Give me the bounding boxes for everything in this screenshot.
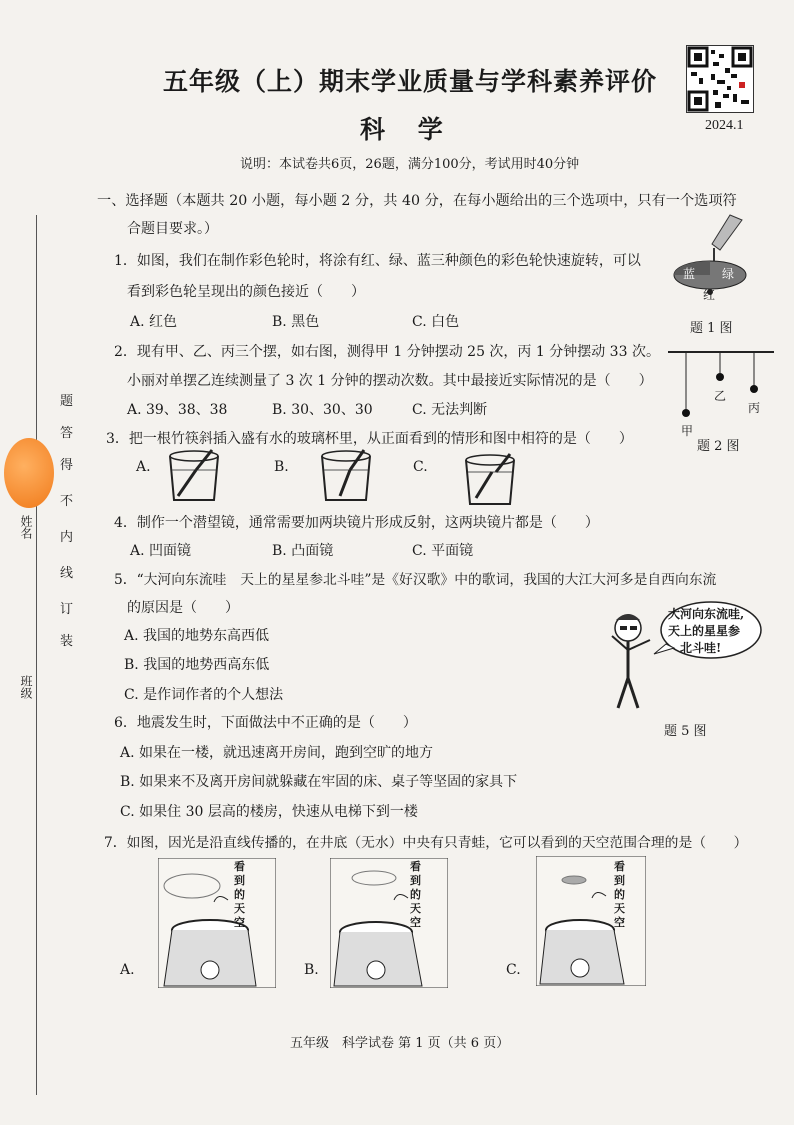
pendulum-label-jia: 甲 [681,424,694,438]
section-heading: 一、选择题（本题共 20 小题，每小题 2 分，共 40 分，在每小题给出的三个选项中，只有一个选项符 [97,193,737,209]
sky-label-b: 看到的天空 [410,860,421,929]
bubble-line-1: 大河向东流哇, [668,607,745,621]
page-footer: 五年级 科学试卷 第 1 页（共 6 页） [290,1036,510,1051]
well-figure-a [158,858,276,988]
seal-char: 得 [60,458,74,473]
seal-char: 订 [60,602,74,617]
q3-option-b: B. [274,459,289,475]
q2-option-c: C. 无法判断 [412,402,488,418]
q6-option-b: B. 如果来不及离开房间就躲藏在牢固的床、桌子等坚固的家具下 [120,774,518,790]
figure1-caption: 题 1 图 [690,321,733,336]
name-label: 姓名 [19,515,33,539]
q5-stem-cont: 的原因是（ ） [127,600,239,616]
exam-title: 五年级（上）期末学业质量与学科素养评价 [162,67,657,96]
q1-stem-cont: 看到彩色轮呈现出的颜色接近（ ） [127,284,365,300]
seal-line [36,215,37,1095]
q5-option-a: A. 我国的地势东高西低 [124,628,270,644]
q5-option-b: B. 我国的地势西高东低 [124,657,270,673]
q3-option-a: A. [136,459,151,475]
binding-strip [14,215,74,1095]
q1-stem: 1．如图，我们在制作彩色轮时，将涂有红、绿、蓝三种颜色的彩色轮快速旋转，可以 [114,253,641,269]
section-heading-cont: 合题目要求。） [127,221,218,237]
q5-stem: 5．“大河向东流哇 天上的星星参北斗哇”是《好汉歌》中的歌词，我国的大江大河多是自西向东流 [114,572,717,588]
q7-stem: 7．如图，因光是沿直线传播的，在井底（无水）中央有只青蛙，它可以看到的天空范围合理的是（ ） [104,835,748,851]
q6-option-c: C. 如果住 30 层高的楼房，快速从电梯下到一楼 [120,804,418,820]
bubble-line-2: 天上的星星参 [668,624,741,638]
q7-option-c: C. [506,962,521,978]
q2-option-a: A. 39、38、38 [127,402,228,418]
exam-date: 2024.1 [705,118,744,133]
figure2-caption: 题 2 图 [697,439,740,454]
q4-option-c: C. 平面镜 [412,543,474,559]
q1-option-b: B. 黑色 [272,314,320,330]
q5-option-c: C. 是作词作者的个人想法 [124,687,284,703]
q6-stem: 6．地震发生时，下面做法中不正确的是（ ） [114,715,417,731]
wheel-label-red: 红 [703,288,716,302]
q3-stem: 3．把一根竹筷斜插入盛有水的玻璃杯里，从正面看到的情形和图中相符的是（ ） [106,431,633,447]
q4-option-b: B. 凸面镜 [272,543,334,559]
sky-label-c: 看到的天空 [614,860,625,929]
sky-label-a: 看到的天空 [234,860,245,929]
subject-title: 科 学 [360,115,455,144]
bubble-line-3: 北斗哇! [680,641,722,655]
seal-char: 答 [60,426,74,441]
q4-stem: 4．制作一个潜望镜，通常需要加两块镜片形成反射，这两块镜片都是（ ） [114,515,599,531]
q1-option-a: A. 红色 [130,314,178,330]
q4-option-a: A. 凹面镜 [130,543,192,559]
q7-option-b: B. [304,962,319,978]
q2-option-b: B. 30、30、30 [272,402,373,418]
seal-char: 不 [60,494,74,509]
class-label: 班级 [19,675,33,699]
well-figure-b [330,858,448,988]
seal-char: 装 [60,634,74,649]
glass-figure-b [318,448,374,504]
glass-figure-c [462,452,518,508]
qr-code [686,45,754,113]
q1-option-c: C. 白色 [412,314,460,330]
wheel-label-blue: 蓝 [683,267,696,281]
wheel-label-green: 绿 [722,267,735,281]
exam-note: 说明：本试卷共6页，26题，满分100分，考试用时40分钟 [240,157,580,172]
q6-option-a: A. 如果在一楼，就迅速离开房间，跑到空旷的地方 [120,745,434,761]
q7-option-a: A. [120,962,135,978]
orange-sticker [4,438,54,508]
q2-stem: 2．现有甲、乙、丙三个摆，如右图，测得甲 1 分钟摆动 25 次，丙 1 分钟摆动 33 次。 [114,344,660,360]
pendulum-label-bing: 丙 [748,401,761,415]
q2-stem-cont: 小丽对单摆乙连续测量了 3 次 1 分钟的摆动次数。其中最接近实际情况的是（ ） [127,373,653,389]
qr-code-graphic [687,46,753,112]
q3-option-c: C. [413,459,428,475]
glass-figure-a [166,448,222,504]
seal-char: 内 [60,530,74,545]
seal-char: 题 [60,394,74,409]
pendulum-label-yi: 乙 [714,389,727,403]
figure5-caption: 题 5 图 [664,724,707,739]
seal-char: 线 [60,566,74,581]
